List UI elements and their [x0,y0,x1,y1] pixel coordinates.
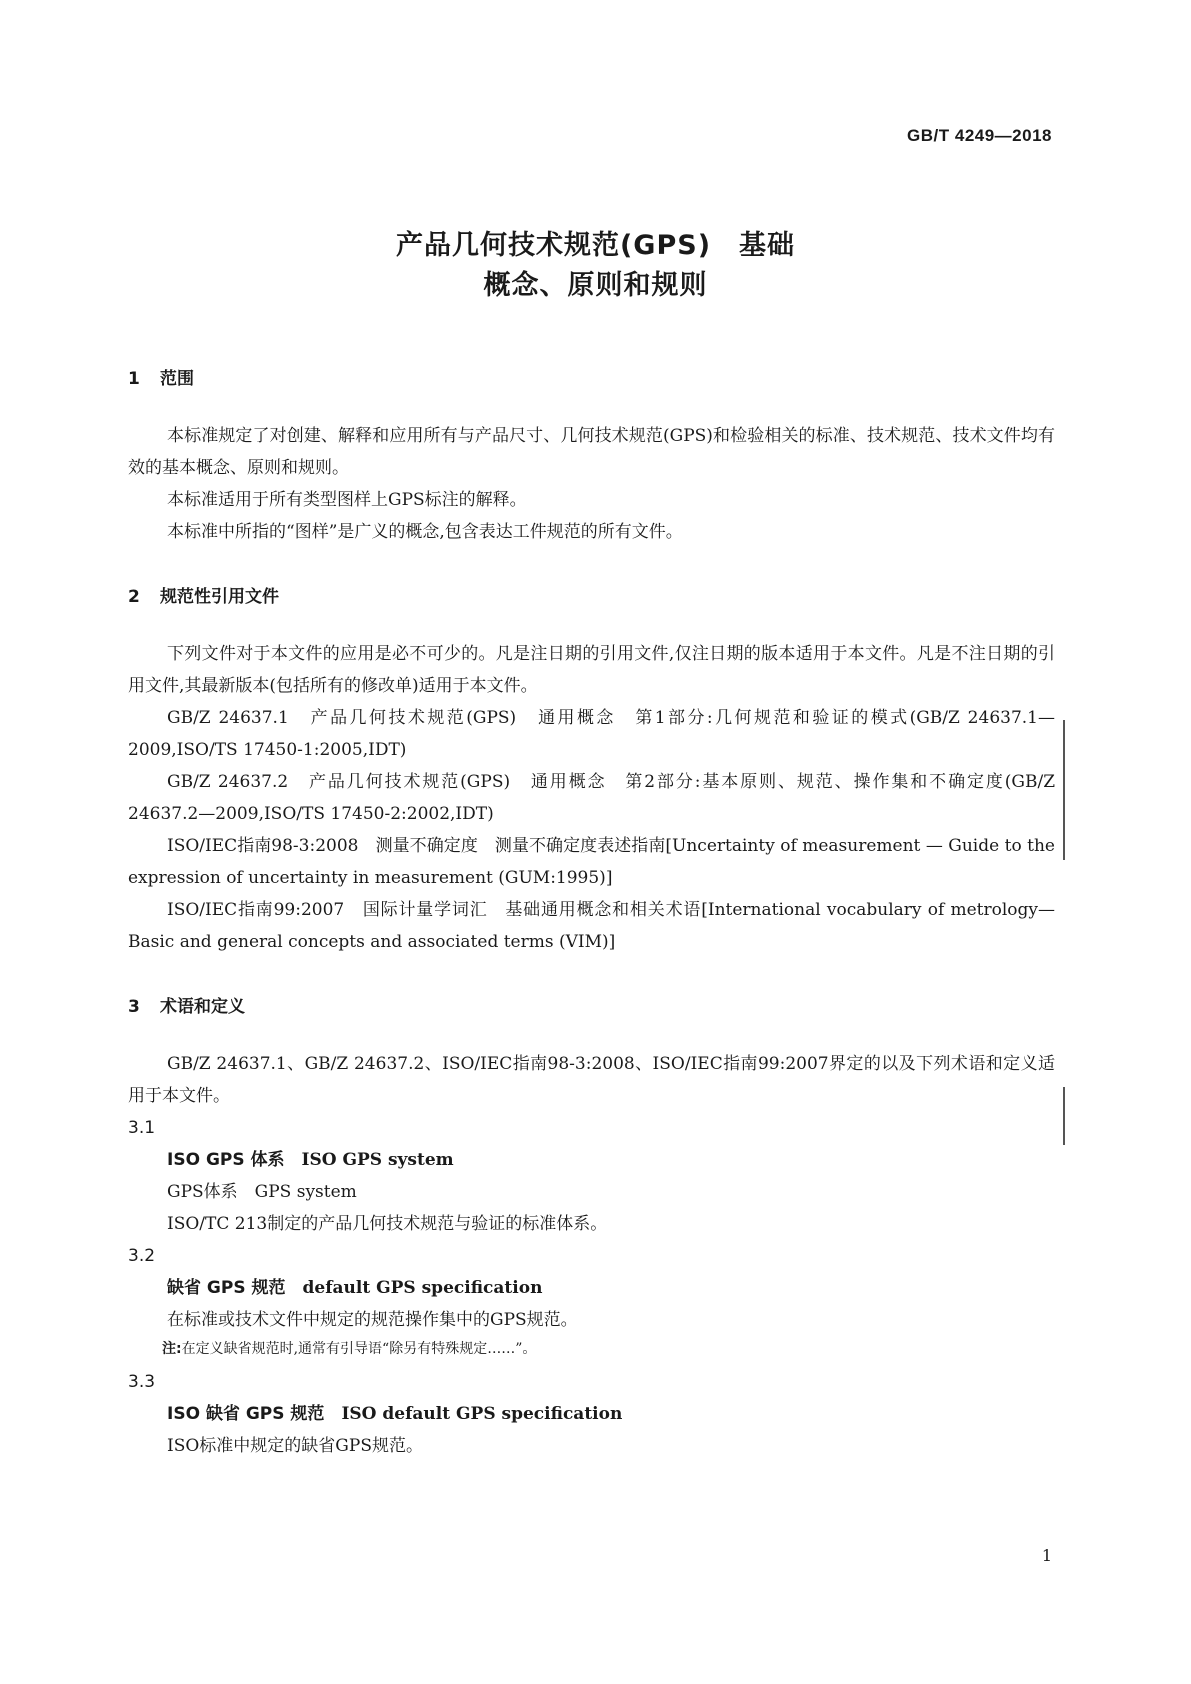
page-number: 1 [1041,1546,1052,1565]
term-cn: ISO 缺省 GPS 规范 [167,1404,325,1424]
normative-reference: GB/Z 24637.2 产品几何技术规范(GPS) 通用概念 第2部分:基本原则、规范、操作集和不确定度(GB/Z 24637.2—2009,ISO/TS 17450-2:2002,IDT) [128,772,1055,824]
term-definition: 在标准或技术文件中规定的规范操作集中的GPS规范。 [167,1310,578,1330]
paragraph: 下列文件对于本文件的应用是必不可少的。凡是注日期的引用文件,仅注日期的版本适用于本文件。凡是不注日期的引用文件,其最新版本(包括所有的修改单)适用于本文件。 [128,644,1055,696]
term-en: default GPS specification [302,1278,543,1298]
paragraph: 本标准适用于所有类型图样上GPS标注的解释。 [167,490,527,510]
note-text: 在定义缺省规范时,通常有引导语“除另有特殊规定……”。 [181,1341,537,1357]
section-2-heading [128,584,1055,610]
term-en: ISO default GPS specification [341,1404,623,1424]
normative-reference: ISO/IEC指南99:2007 国际计量学词汇 基础通用概念和相关术语[International vocabulary of metrology—Basic and general concepts and associated terms (VIM)] [128,900,1055,952]
normative-reference: ISO/IEC指南98-3:2008 测量不确定度 测量不确定度表述指南[Uncertainty of measurement — Guide to the expression of uncertainty in measurement (GUM:1995)] [128,836,1055,888]
section-number: 3 [128,997,140,1017]
term-en: ISO GPS system [301,1150,454,1170]
paragraph: 本标准中所指的“图样”是广义的概念,包含表达工件规范的所有文件。 [167,522,683,542]
section-1-heading [128,366,1055,392]
term-definition: ISO/TC 213制定的产品几何技术规范与验证的标准体系。 [167,1214,608,1234]
section-title: 规范性引用文件 [160,587,279,607]
paragraph: 本标准规定了对创建、解释和应用所有与产品尺寸、几何技术规范(GPS)和检验相关的标准、技术规范、技术文件均有效的基本概念、原则和规则。 [128,426,1055,478]
section-title: 术语和定义 [160,997,245,1017]
term-cn: 缺省 GPS 规范 [167,1278,286,1298]
note-label: 注: [162,1341,182,1357]
paragraph: GB/Z 24637.1、GB/Z 24637.2、ISO/IEC指南98-3:2008、ISO/IEC指南99:2007界定的以及下列术语和定义适用于本文件。 [128,1054,1055,1106]
revision-bar [1063,1087,1065,1145]
revision-bar [1063,720,1065,860]
term-cn: ISO GPS 体系 [167,1150,285,1170]
section-number: 2 [128,587,140,607]
term-synonym: GPS体系 GPS system [167,1182,357,1202]
term-definition: ISO标准中规定的缺省GPS规范。 [167,1436,423,1456]
section-number: 1 [128,369,140,389]
term-note [128,1336,1055,1362]
term-heading [128,1272,1055,1304]
title-line-2: 概念、原则和规则 [483,270,708,301]
title-line-1: 产品几何技术规范(GPS) 基础 [395,230,796,261]
section-title: 范围 [160,369,194,389]
section-3-heading [128,994,1055,1020]
document-body [128,366,1055,1462]
normative-reference: GB/Z 24637.1 产品几何技术规范(GPS) 通用概念 第1部分:几何规范和验证的模式(GB/Z 24637.1—2009,ISO/TS 17450-1:2005,IDT) [128,708,1055,760]
document-title [0,226,1191,306]
term-number: 3.3 [128,1372,156,1392]
term-number: 3.1 [128,1118,156,1138]
term-heading [128,1144,1055,1176]
standard-number: GB/T 4249—2018 [907,126,1052,145]
term-number: 3.2 [128,1246,156,1266]
term-heading [128,1398,1055,1430]
